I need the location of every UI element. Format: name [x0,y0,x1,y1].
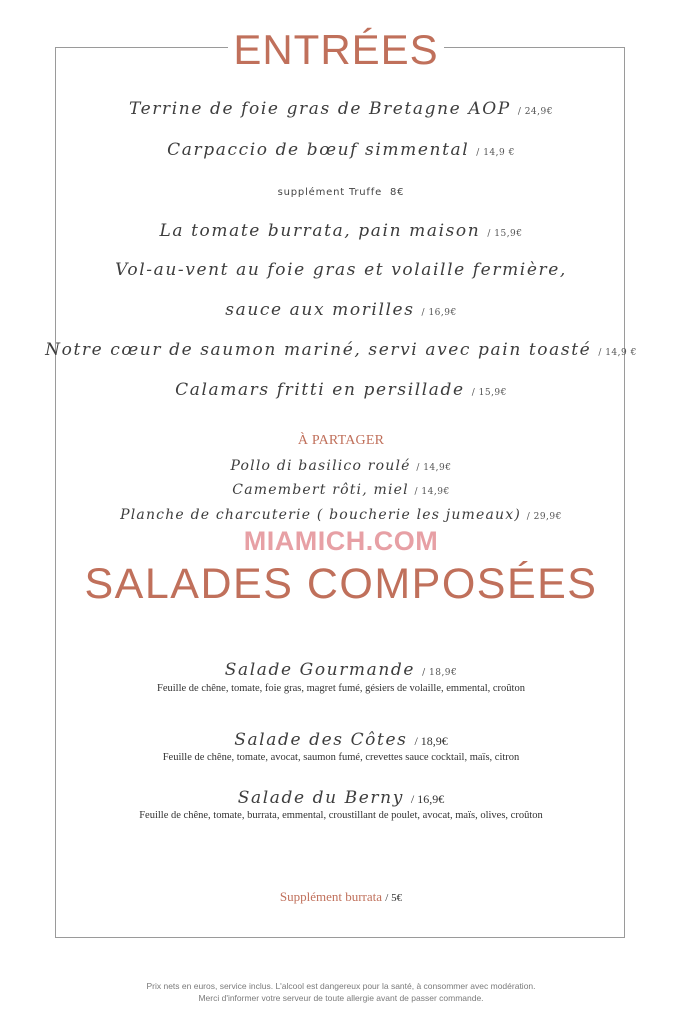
item-description: Feuille de chêne, tomate, avocat, saumon fumé, crevettes sauce cocktail, maïs, citron [162,752,520,763]
item-description: Feuille de chêne, tomate, burrata, emmental, croustillant de poulet, avocat, maïs, olives, croûton [139,810,543,821]
menu-item [0,482,682,498]
watermark: MIAMICH.COM [243,526,439,556]
item-name: Terrine de foie gras de Bretagne AOP [129,99,511,119]
menu-item [0,300,682,320]
item-name: Vol-au-vent au foie gras et volaille fermière, [115,260,567,280]
a-partager-title: À PARTAGER [297,433,385,448]
footer-line-2: Merci d'informer votre serveur de toute allergie avant de passer commande. [198,993,484,1003]
item-name: La tomate burrata, pain maison [159,221,481,241]
menu-item [0,260,682,280]
item-name: sauce aux morilles [225,300,415,320]
item-description: Feuille de chêne, tomate, foie gras, magret fumé, gésiers de volaille, emmental, croûton [157,683,525,694]
menu-item [0,507,682,523]
menu-item [0,660,682,680]
item-name: Salade du Berny [237,788,404,808]
footer-note [0,980,682,1004]
item-price: / 14,9€ [416,463,452,473]
menu-item [0,730,682,750]
item-name: Salade Gourmande [224,660,416,680]
entrees-title: ENTRÉES [228,26,444,74]
menu-item [0,221,682,241]
footer-line-1: Prix nets en euros, service inclus. L'alcool est dangereux pour la santé, à consommer avec modération. [146,981,536,991]
menu-item [0,140,682,160]
item-price: / 14,9€ [414,487,450,497]
salades-title: SALADES COMPOSÉES [84,560,598,608]
item-price: / 29,9€ [526,512,562,522]
menu-item [0,788,682,808]
item-price: / 15,9€ [471,388,507,398]
item-price: / 14,9 € [476,148,515,158]
item-price: / 16,9€ [421,308,457,318]
burrata-supplement [0,889,682,905]
item-name: Planche de charcuterie ( boucherie les jumeaux) [120,507,522,523]
menu-item [0,99,682,119]
item-name: Pollo di basilico roulé [230,458,411,474]
item-name: Camembert rôti, miel [232,482,409,498]
item-price: / 15,9€ [487,229,523,239]
item-price: / 24,9€ [517,107,553,117]
item-price: / 14,9 € [598,348,637,358]
supplement-label: Supplément burrata [279,889,383,904]
item-price: / 18,9€ [422,668,458,678]
item-price: / 16,9€ [410,792,445,806]
menu-item [0,458,682,474]
supplement-price: 8€ [390,187,405,198]
truffle-supplement [0,187,682,198]
item-name: Carpaccio de bœuf simmental [167,140,470,160]
item-price: / 18,9€ [414,734,448,748]
supplement-label: supplément Truffe [277,187,383,198]
menu-item [0,340,682,360]
item-name: Calamars fritti en persillade [175,380,465,400]
item-name: Salade des Côtes [234,730,408,750]
menu-item [0,380,682,400]
supplement-price: / 5€ [385,892,403,904]
item-name: Notre cœur de saumon mariné, servi avec pain toasté [45,340,592,360]
